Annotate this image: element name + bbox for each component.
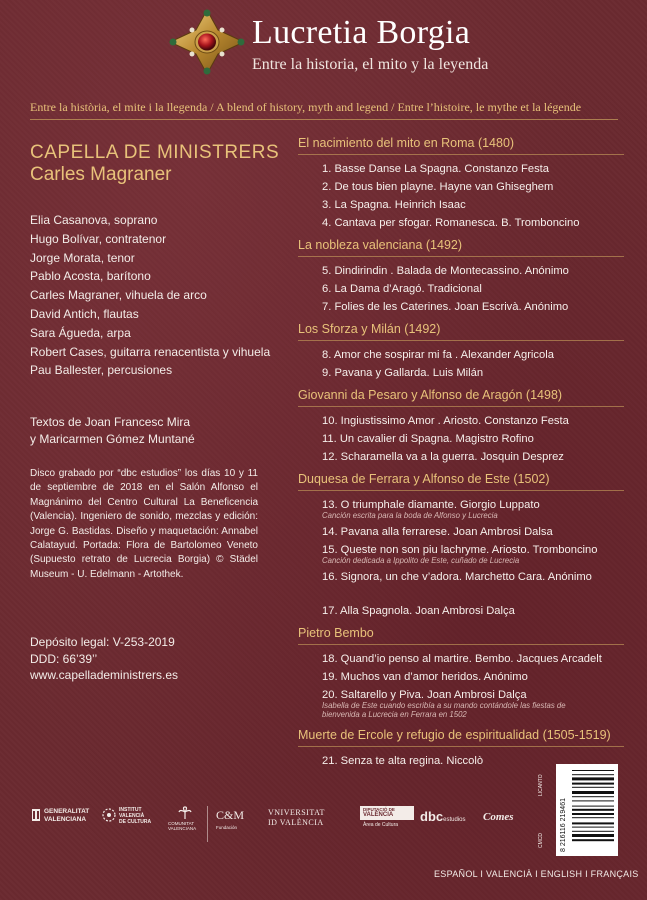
track: 19. Muchos van d’amor heridos. Anónimo	[322, 671, 528, 683]
logo-text: dbc	[420, 809, 444, 824]
logo-text: INSTITUT	[119, 807, 142, 813]
section-title: Giovanni da Pesaro y Alfonso de Aragón (1498)	[298, 388, 563, 402]
barcode-bar	[572, 783, 614, 785]
legal-deposit: Depósito legal: V-253-2019	[30, 635, 175, 649]
legal-info	[30, 634, 178, 684]
texts-credit	[30, 414, 195, 448]
logo-text: CMCD	[538, 833, 544, 848]
website-link[interactable]: www.capelladeministrers.es	[30, 668, 179, 682]
section-title: Los Sforza y Milán (1492)	[298, 322, 441, 336]
track: 11. Un cavalier di Spagna. Magistro Rofino	[322, 433, 534, 445]
recording-credits: Disco grabado por “dbc estudios” los días 10 y 11 de septiembre de 2018 en el Salón Alfonso el Magnánimo del Centro Cultural La Beneficencia (Valencia). Ingeniero de sonido, mezclas y edición: Jorge G. Bastidas. Diseño y maquetación: Annabel Calatayud. Portada: Flora de Bartolomeo Veneto (Supuesto retrato de Lucrecia Borgia) © Städel Museum - U. Edelmann - Artothek.	[30, 468, 258, 580]
performer: Hugo Bolívar, contratenor	[30, 231, 167, 246]
logo-label	[538, 766, 550, 846]
track: 2. De tous bien playne. Hayne van Ghiseghem	[322, 181, 554, 193]
logo-text: ID VALÈNCIA	[268, 818, 324, 827]
track: 8. Amor che sospirar mi fa . Alexander Agricola	[322, 349, 554, 361]
ensemble-name: CAPELLA DE MINISTRERS	[30, 142, 280, 163]
track: 7. Folies de les Caterines. Joan Escrivà. Anónimo	[322, 301, 569, 313]
divider	[298, 406, 624, 407]
performer: Sara Águeda, arpa	[30, 325, 131, 340]
barcode-bar	[572, 800, 614, 801]
texts-line: Textos de Joan Francesc Mira	[30, 415, 191, 429]
logo-text: VALENCIANA	[168, 826, 197, 831]
track: 6. La Dama d’Aragó. Tradicional	[322, 283, 482, 295]
performer: David Antich, flautas	[30, 306, 139, 321]
divider	[298, 746, 624, 747]
divider	[30, 119, 618, 120]
track: 1. Basse Danse La Spagna. Constanzo Festa	[322, 163, 550, 175]
performer: Robert Cases, guitarra renacentista y vihuela	[30, 344, 271, 359]
track: 9. Pavana y Gallarda. Luis Milán	[322, 367, 484, 379]
jewel-ornament-icon	[168, 8, 246, 76]
divider	[298, 490, 624, 491]
section-title: La nobleza valenciana (1492)	[298, 238, 463, 252]
track: 16. Signora, un che v’adora. Marchetto Cara. Anónimo	[322, 571, 592, 583]
barcode-bar	[572, 822, 614, 824]
track: 17. Alla Spagnola. Joan Ambrosi Dalça	[322, 605, 515, 617]
section-title: El nacimiento del mito en Roma (1480)	[298, 136, 515, 150]
performer: Pau Ballester, percusiones	[30, 363, 173, 378]
track: 4. Cantava per sfogar. Romanesca. B. Tromboncino	[322, 217, 580, 229]
track-note: Canción dedicada a Ippolito de Este, cuñado de Lucrecia	[322, 556, 520, 565]
barcode-bar	[572, 806, 614, 807]
track: 15. Queste non son piu lachryme. Ariosto. Tromboncino	[322, 544, 598, 556]
logo-text: estudios	[443, 817, 466, 823]
performer: Elia Casanova, soprano	[30, 213, 158, 227]
barcode-bar	[572, 777, 614, 780]
track: 20. Saltarello y Piva. Joan Ambrosi Dalça	[322, 689, 527, 701]
palm-icon	[178, 806, 192, 820]
track-note: Canción escrita para la boda de Alfonso y Lucrecia	[322, 511, 498, 520]
multilingual-tagline: Entre la història, el mite i la llegenda / A blend of history, myth and legend / Entre l’histoire, le mythe et la légende	[30, 100, 582, 114]
logo-text: VALENCIANA	[44, 816, 87, 823]
divider	[298, 644, 624, 645]
sponsor-logos	[30, 774, 550, 848]
album-subtitle: Entre la historia, el mito y la leyenda	[252, 56, 489, 73]
track: 5. Dindirindin . Balada de Montecassino. Anónimo	[322, 265, 569, 277]
track: 12. Scharamella va a la guerra. Josquin Desprez	[322, 451, 564, 463]
barcode-bar	[572, 791, 614, 794]
divider	[207, 806, 208, 842]
logo-text: VNIVERSITAT	[268, 808, 325, 817]
barcode-bar	[572, 827, 614, 828]
track: 21. Senza te alta regina. Niccolò	[322, 755, 484, 767]
director-name: Carles Magraner	[30, 164, 172, 185]
barcode-bar	[572, 831, 614, 832]
barcode-bar	[572, 813, 614, 815]
ivc-circle-icon	[102, 808, 116, 822]
logo-text: C&M	[216, 808, 245, 822]
barcode-bar	[572, 839, 614, 841]
logo-comes	[483, 811, 523, 823]
track: 13. O triumphale diamante. Giorgio Luppato	[322, 499, 540, 511]
barcode-bar	[572, 817, 614, 818]
track-note: Isabella de Este cuando escribía a su mando contándole las fiestas de	[322, 701, 566, 710]
header	[0, 0, 647, 90]
divider	[298, 340, 624, 341]
logo-text: COMUNITAT	[168, 821, 195, 826]
texts-line: y Maricarmen Gómez Muntané	[30, 432, 195, 446]
barcode-bar	[572, 834, 614, 837]
barcode-bar	[572, 774, 614, 775]
logo-text: Fundación	[216, 825, 238, 830]
barcode-bar	[572, 796, 614, 797]
performer: Jorge Morata, tenor	[30, 250, 135, 265]
track-note: bienvenida a Lucrecia en Ferrara en 1502	[322, 710, 467, 719]
track: 3. La Spagna. Heinrich Isaac	[322, 199, 466, 211]
track: 14. Pavana alla ferrarese. Joan Ambrosi Dalsa	[322, 526, 553, 538]
performer: Pablo Acosta, barítono	[30, 269, 151, 284]
section-title: Pietro Bembo	[298, 626, 374, 640]
logo-text: Àrea de Cultura	[363, 822, 399, 828]
barcode-bar	[572, 770, 614, 771]
total-duration: DDD: 66’39’’	[30, 651, 98, 666]
performer: Carles Magraner, vihuela de arco	[30, 288, 207, 303]
barcode-digits: 8 216116 219461	[560, 798, 567, 852]
section-title: Duquesa de Ferrara y Alfonso de Este (1502)	[298, 472, 550, 486]
performers-list	[30, 211, 270, 380]
logo-text: DE CULTURA	[119, 819, 152, 825]
divider	[298, 256, 624, 257]
logo-text: GENERALITAT	[44, 808, 90, 815]
logo-text: VALENCIÀ	[119, 813, 145, 819]
logo-text: DIPUTACIÓ DE	[363, 807, 395, 812]
track: 18. Quand’io penso al martire. Bembo. Jacques Arcadelt	[322, 653, 602, 665]
logo-dbc	[420, 808, 470, 826]
logo-text: Comes	[483, 811, 514, 823]
section-title: Muerte de Ercole y refugio de espiritualidad (1505-1519)	[298, 728, 611, 742]
divider	[298, 154, 624, 155]
track: 10. Ingiustissimo Amor . Ariosto. Constanzo Festa	[322, 415, 569, 427]
tracklist	[298, 136, 628, 770]
barcode-bar	[572, 787, 614, 788]
barcode	[556, 764, 618, 856]
logo-text: LICANTO	[538, 774, 544, 796]
album-title: Lucretia Borgia	[252, 14, 471, 51]
bat-crest-icon	[30, 808, 42, 822]
languages-line: ESPAÑOL I VALENCIÀ I ENGLISH I FRANÇAIS	[434, 869, 639, 879]
logo-text: VALÈNCIA	[363, 812, 394, 818]
barcode-bar	[572, 809, 614, 811]
